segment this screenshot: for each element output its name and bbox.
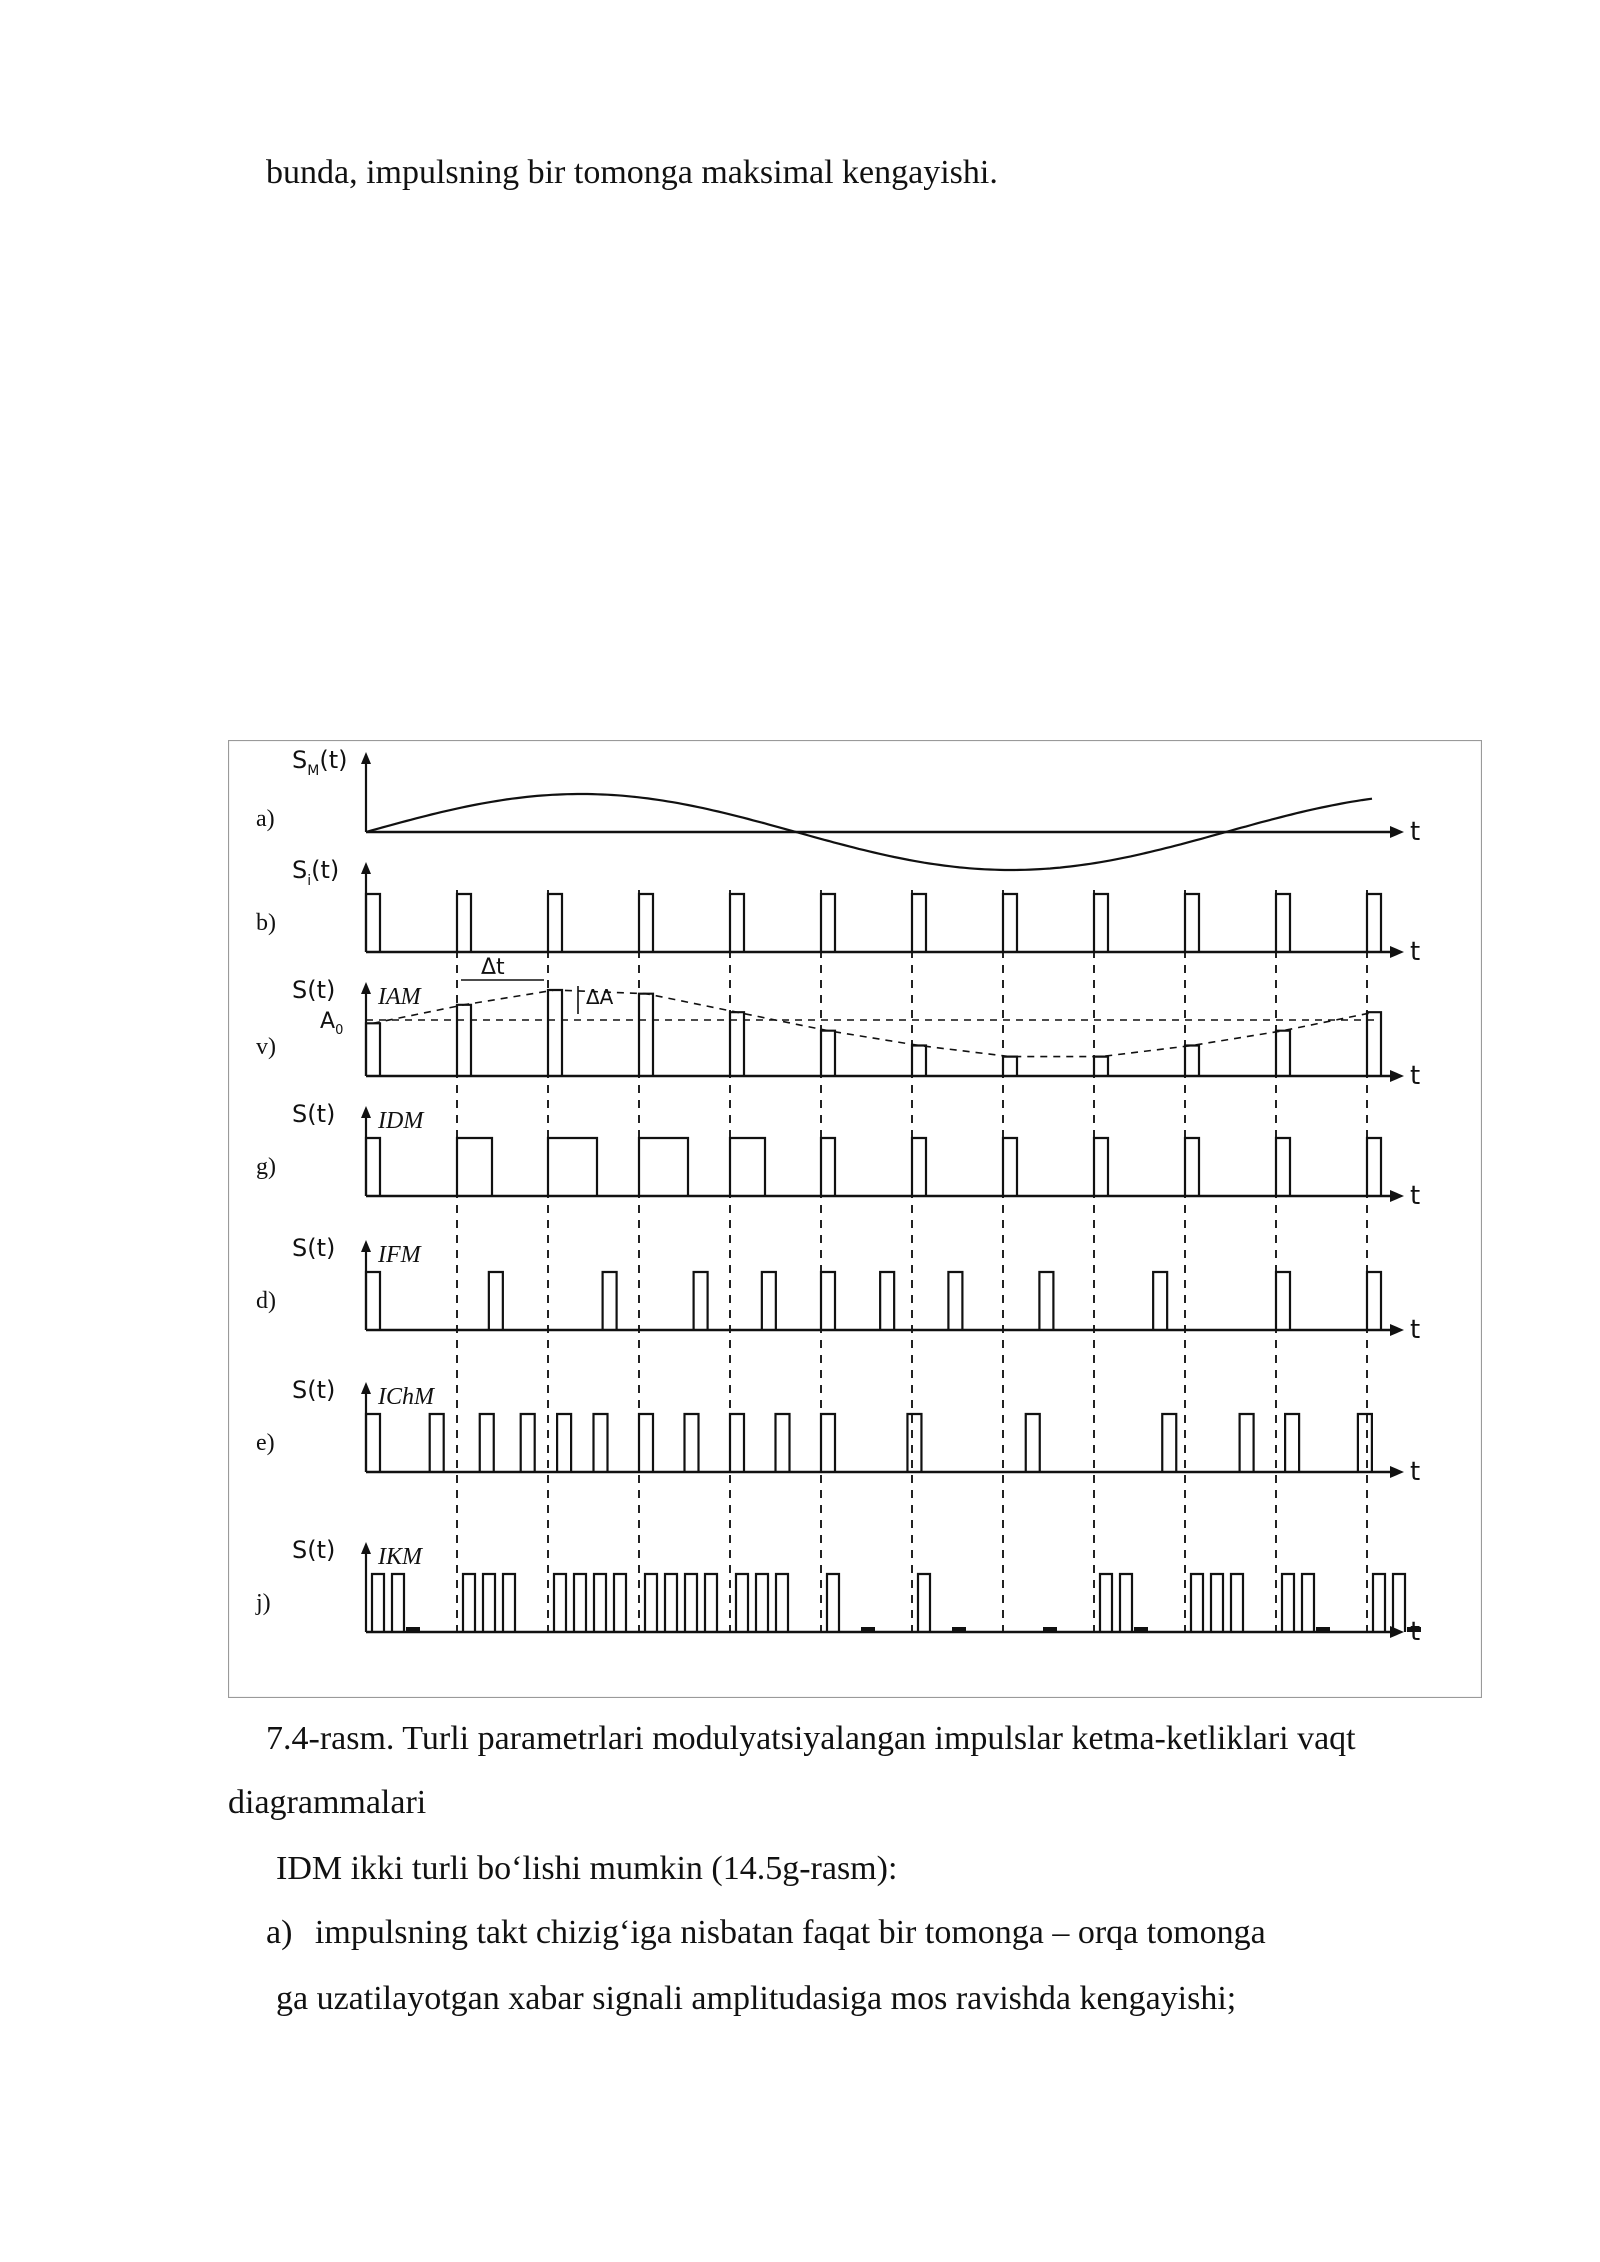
- amplitude-label: S(t): [292, 976, 336, 1004]
- amplitude-label: S(t): [292, 1376, 336, 1404]
- ikm-zero-mark: [406, 1627, 420, 1632]
- row-letter: a): [256, 806, 275, 832]
- ikm-zero-mark: [1134, 1627, 1148, 1632]
- row-letter: v): [256, 1034, 276, 1060]
- row-letter: g): [256, 1154, 276, 1180]
- caption-line1: 7.4-rasm. Turli parametrlari modulyatsiyalangan impulslar ketma-ketliklari vaqt: [266, 1720, 1356, 1757]
- modulation-timing-diagram: [228, 740, 1482, 1698]
- amplitude-label: $S_M(t)$: [292, 746, 348, 779]
- amplitude-label: $S_i(t)$: [292, 856, 340, 889]
- ikm-zero-mark: [861, 1627, 875, 1632]
- row-letter: j): [256, 1590, 271, 1616]
- row-tag: IFM: [378, 1242, 421, 1268]
- row-tag: IKM: [378, 1544, 422, 1570]
- time-label: t: [1410, 937, 1421, 967]
- paragraph-continuation: ga uzatilayotgan xabar signali amplitudasiga mos ravishda kengayishi;: [276, 1980, 1237, 2017]
- time-label: t: [1410, 817, 1421, 847]
- ikm-zero-mark: [1043, 1627, 1057, 1632]
- row-tag: IDM: [378, 1108, 424, 1134]
- delta-t-label: Δt: [481, 955, 505, 980]
- amplitude-label: S(t): [292, 1100, 336, 1128]
- time-label: t: [1410, 1061, 1421, 1091]
- row-letter: e): [256, 1430, 275, 1456]
- list-item-text: impulsning takt chizig‘iga nisbatan faqat bir tomonga – orqa tomonga: [314, 1914, 1266, 1951]
- time-label: t: [1410, 1457, 1421, 1487]
- ikm-zero-mark: [952, 1627, 966, 1632]
- row-tag: IAM: [378, 984, 421, 1010]
- time-label: t: [1410, 1315, 1421, 1345]
- amplitude-label: S(t): [292, 1234, 336, 1262]
- ikm-zero-mark: [1316, 1627, 1330, 1632]
- list-item-marker: a): [266, 1914, 293, 1951]
- paragraph-idm: IDM ikki turli bo‘lishi mumkin (14.5g-rasm):: [276, 1850, 898, 1887]
- text-line-top: bunda, impulsning bir tomonga maksimal kengayishi.: [266, 154, 998, 191]
- ikm-zero-mark: [1407, 1627, 1421, 1632]
- time-label: t: [1410, 1181, 1421, 1211]
- row-letter: d): [256, 1288, 276, 1314]
- row-tag: IChM: [378, 1384, 434, 1410]
- amplitude-label: S(t): [292, 1536, 336, 1564]
- delta-a-label: ΔA: [586, 985, 614, 1009]
- list-item-a: [266, 1914, 1266, 1952]
- caption-line2: diagrammalari: [228, 1784, 427, 1821]
- row-letter: b): [256, 910, 276, 936]
- a0-label: $A_0$: [320, 1009, 344, 1038]
